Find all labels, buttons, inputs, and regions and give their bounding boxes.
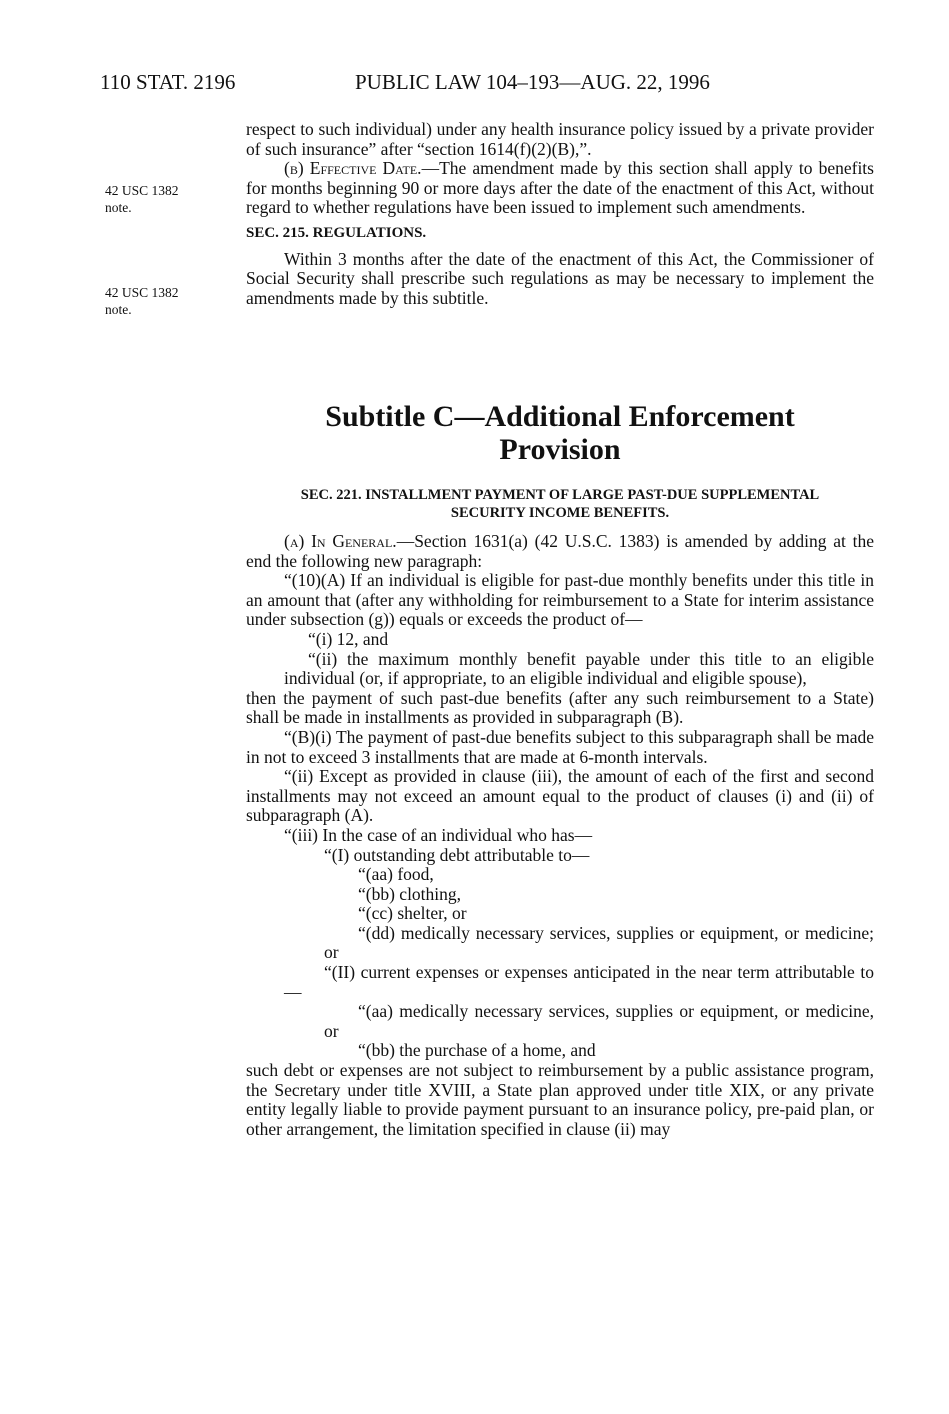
subclause-II: “(II) current expenses or expenses anticipated in the near term attributable to— <box>284 962 874 1002</box>
subparagraph-B-iii: “(iii) In the case of an individual who has— <box>284 824 593 845</box>
sec-215-text: Within 3 months after the date of the enactment of this Act, the Commissioner of Social Security shall prescribe such regulations as may be necessary to implement the amendments made by this subtitle. <box>246 248 874 308</box>
effective-date-heading: (b) Effective Date. <box>284 158 422 179</box>
effective-date-paragraph <box>246 159 874 218</box>
margin-note-label: note. <box>105 200 132 215</box>
subparagraph-B-i: “(B)(i) The payment of past-due benefits subject to this subparagraph shall be made in not to exceed 3 installments that are made at 6-month intervals. <box>246 726 874 767</box>
in-general-heading: (a) In General. <box>284 531 397 551</box>
sec-215-heading: SEC. 215. REGULATIONS. <box>246 224 427 241</box>
sec-221-heading: SEC. 221. INSTALLMENT PAYMENT OF LARGE PAST-DUE SUPPLEMENTAL SECURITY INCOME BENEFITS. <box>300 487 820 521</box>
subparagraph-B-ii: “(ii) Except as provided in clause (iii), the amount of each of the first and second installments may not exceed an amount equal to the product of clauses (i) and (ii) of subparagraph (A). <box>246 766 874 826</box>
page-header <box>100 70 880 98</box>
margin-note-label: note. <box>105 302 132 317</box>
margin-note-citation: 42 USC 1382 <box>105 285 179 300</box>
subclause-I: “(I) outstanding debt attributable to— <box>324 844 590 865</box>
subtitle-line-2: Provision <box>499 433 621 466</box>
item-bb-home: “(bb) the purchase of a home, and <box>358 1040 596 1061</box>
running-title: PUBLIC LAW 104–193—AUG. 22, 1996 <box>355 70 710 94</box>
in-general-text: —Section 1631(a) (42 U.S.C. 1383) is amended by adding at the end the following new paragraph: <box>246 531 875 571</box>
margin-note <box>105 182 179 216</box>
item-aa-medical: “(aa) medically necessary services, supplies or equipment, or medicine, or <box>324 1001 874 1041</box>
margin-note <box>105 284 179 318</box>
item-bb-clothing: “(bb) clothing, <box>358 883 462 904</box>
clause-i: “(i) 12, and <box>308 628 389 649</box>
item-dd-medical: “(dd) medically necessary services, supplies or equipment, or medicine; or <box>324 922 874 963</box>
then-paragraph: then the payment of such past-due benefits (after any such reimbursement to a State) shall be made in installments as provided in subparagraph (B). <box>246 687 874 728</box>
final-paragraph: such debt or expenses are not subject to reimbursement by a public assistance program, the Secretary under title XVIII, a State plan approved under title XIX, or any private entity legally liable to provide payment pursuant to an insurance policy, pre-paid plan, or other arrangement, the limitation specified in clause (ii) may <box>246 1060 874 1139</box>
page-reference: 110 STAT. 2196 <box>100 70 236 94</box>
item-cc-shelter: “(cc) shelter, or <box>358 903 467 924</box>
paragraph-10A: “(10)(A) If an individual is eligible for past-due monthly benefits under this title in an amount that (after any withholding for reimbursement to a State for interim assistance under subsection (g)) equals or exceeds the product of— <box>246 570 874 630</box>
margin-note-citation: 42 USC 1382 <box>105 183 179 198</box>
effective-date-text: —The amendment made by this section shall apply to benefits for months beginning 90 or more days after the date of the enactment of this Act, without regard to whether regulations have been issued to implement such amendments. <box>246 158 874 218</box>
item-aa-food: “(aa) food, <box>358 864 434 885</box>
lower-text-block <box>246 486 874 1139</box>
clause-ii: “(ii) the maximum monthly benefit payable under this title to an eligible individual (or, if appropriate, to an eligible individual and eligible spouse), <box>284 648 874 689</box>
upper-text-block <box>246 120 874 308</box>
subtitle-heading <box>246 400 874 466</box>
in-general-paragraph <box>246 532 874 571</box>
continued-paragraph: respect to such individual) under any health insurance policy issued by a private provider of such insurance” after “section 1614(f)(2)(B),”. <box>246 119 874 159</box>
subtitle-line-1: Subtitle C—Additional Enforcement <box>325 400 795 433</box>
